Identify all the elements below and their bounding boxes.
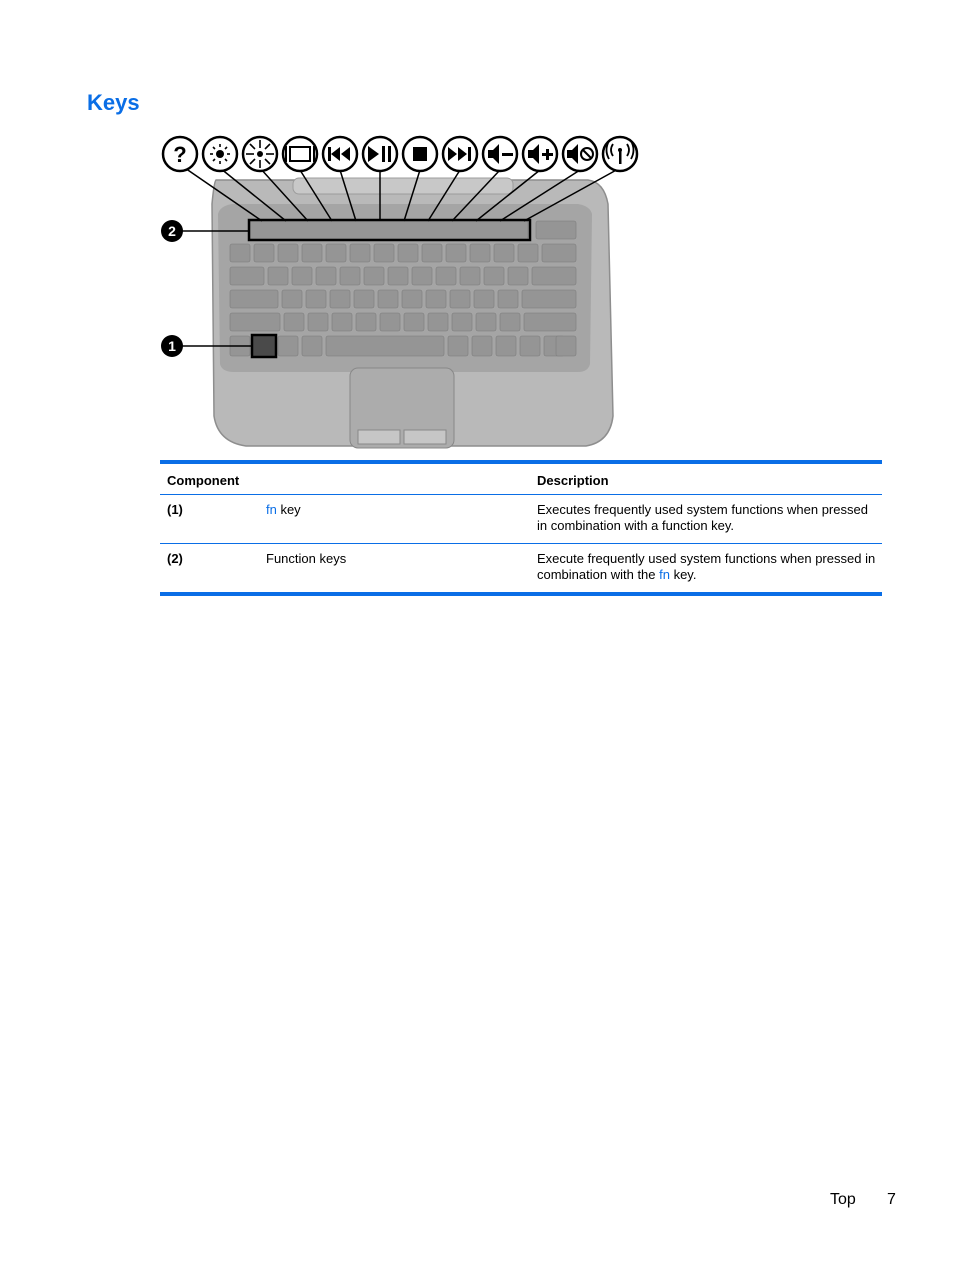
table-row bbox=[160, 495, 882, 544]
fn-link[interactable]: fn bbox=[659, 567, 670, 582]
mute-icon bbox=[563, 137, 597, 171]
header-description: Description bbox=[537, 473, 609, 488]
volume-up-icon bbox=[523, 137, 557, 171]
row-number: (1) bbox=[167, 502, 183, 517]
row-description: Execute frequently used system functions when pressed in combination with the fn key. bbox=[537, 551, 876, 582]
page-title: Keys bbox=[87, 90, 140, 115]
component-table bbox=[160, 460, 882, 596]
help-icon bbox=[163, 137, 197, 171]
footer-section-name: Top bbox=[830, 1191, 856, 1208]
table-header-row bbox=[160, 464, 882, 495]
table-row bbox=[160, 544, 882, 592]
display-switch-icon bbox=[283, 137, 317, 171]
wireless-icon bbox=[603, 137, 637, 171]
keyboard-figure bbox=[158, 132, 642, 450]
svg-text:1: 1 bbox=[168, 338, 176, 354]
volume-down-icon bbox=[483, 137, 517, 171]
callout-1 bbox=[161, 335, 183, 357]
svg-text:2: 2 bbox=[168, 223, 176, 239]
header-component: Component bbox=[167, 473, 240, 488]
row-component: Function keys bbox=[266, 551, 347, 566]
next-track-icon bbox=[443, 137, 477, 171]
callout-2 bbox=[161, 220, 183, 242]
row-description: Executes frequently used system functions when pressed in combination with a function key. bbox=[537, 502, 868, 533]
previous-track-icon bbox=[323, 137, 357, 171]
play-pause-icon bbox=[363, 137, 397, 171]
brightness-down-icon bbox=[203, 137, 237, 171]
brightness-up-icon bbox=[243, 137, 277, 171]
svg-text:?: ? bbox=[173, 142, 187, 167]
stop-icon bbox=[403, 137, 437, 171]
page-number: 7 bbox=[887, 1191, 896, 1208]
row-component: fn key bbox=[266, 502, 301, 517]
fn-link[interactable]: fn bbox=[266, 502, 277, 517]
row-number: (2) bbox=[167, 551, 183, 566]
